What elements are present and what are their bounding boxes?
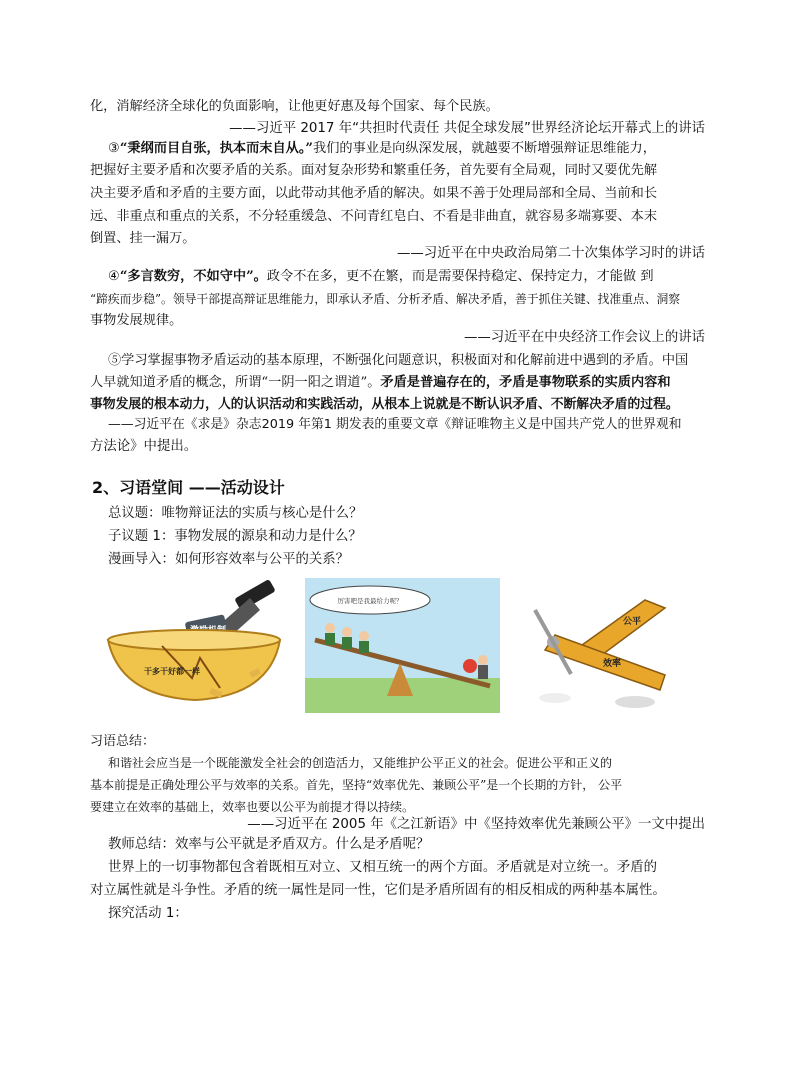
text-line: 要建立在效率的基础上，效率也要以公平为前提才得以持续。 <box>90 800 415 814</box>
cartoon-airplane <box>515 580 690 715</box>
cartoon-bowl-hammer <box>100 578 290 713</box>
person-body <box>325 633 335 645</box>
person-head <box>342 627 352 637</box>
text-line: 远、非重点和重点的关系，不分轻重缓急、不问青红皂白、不看是非曲直，就容易多端寡要、本末 <box>90 209 658 224</box>
source-citation: ——习近平在 2005 年《之江新语》中《坚持效率优先兼顾公平》一文中提出 <box>247 817 705 832</box>
text-line: 和谐社会应当是一个既能激发全社会的创造活力，又能维护公平正义的社会。促进公平和正义的 <box>108 756 613 770</box>
source-citation: 方法论》中提出。 <box>90 439 198 454</box>
text-line: 决主要矛盾和矛盾的主要方面，以此带动其他矛盾的解决。如果不善于处理局部和全局、当前和长 <box>90 186 658 201</box>
main-topic: 总议题：唯物辩证法的实质与核心是什么？ <box>108 506 363 521</box>
bold-quote: 矛盾是普遍存在的，矛盾是事物联系的实质内容和 <box>380 375 671 390</box>
text-line: 化，消解经济全球化的负面影响，让他更好惠及每个国家、每个民族。 <box>90 99 499 114</box>
text-line: 把握好主要矛盾和次要矛盾的关系。面对复杂形势和繁重任务，首先要有全局观，同时又要优先解 <box>90 163 658 178</box>
bowl-rim <box>108 630 280 650</box>
person-body <box>478 665 488 679</box>
source-citation: ——习近平 2017 年“共担时代责任 共促全球发展”世界经济论坛开幕式上的讲话 <box>229 121 705 136</box>
teacher-summary: 教师总结：效率与公平就是矛盾双方。什么是矛盾呢？ <box>108 837 430 852</box>
person-body <box>359 641 369 653</box>
wing-label: 公平 <box>623 617 642 627</box>
text-line: 对立属性就是斗争性。矛盾的统一属性是同一性，它们是矛盾所固有的相反相成的两种基本属性。 <box>90 883 666 898</box>
person-body <box>342 637 352 649</box>
bowl-label: 干多干好都一样 <box>144 667 200 676</box>
bold-quote: “多言数穷，不如守中”。 <box>119 269 267 284</box>
cloud <box>615 696 655 708</box>
text-line: 事物发展规律。 <box>90 313 183 328</box>
speech-bubble-text: 厉害吧是我最给力呢？ <box>337 597 403 605</box>
explore-activity-label: 探究活动 1： <box>108 906 188 921</box>
section-heading: 2、习语堂间 ——活动设计 <box>92 478 285 497</box>
text-line: 倒置、挂一漏万。 <box>90 231 196 246</box>
body-label: 效率 <box>603 659 622 669</box>
bold-quote: “秉纲而目自张，执本而末自从。” <box>119 141 314 156</box>
cartoon-seesaw <box>305 578 500 713</box>
sub-topic: 子议题 1：事物发展的源泉和动力是什么？ <box>108 529 362 544</box>
heavy-ball <box>463 659 477 673</box>
source-citation: ——习近平在中央经济工作会议上的讲话 <box>463 330 705 345</box>
summary-label: 习语总结： <box>90 734 156 749</box>
item-number: ④ <box>108 269 120 284</box>
text-line: 我们的事业是向纵深发展，就越要不断增强辩证思维能力， <box>313 141 656 156</box>
quote-5-line <box>90 372 705 394</box>
person-head <box>359 631 369 641</box>
person-head <box>325 623 335 633</box>
source-citation: ——习近平在中央政治局第二十次集体学习时的讲话 <box>397 246 705 261</box>
source-citation: ——习近平在《求是》杂志2019 年第1 期发表的重要文章《辩证唯物主义是中国共产党人的世界观和 <box>108 417 682 432</box>
text-line: 政令不在多，更不在繁，而是需要保持稳定、保持定力，才能做 到 <box>266 269 654 284</box>
text-line: 基本前提是正确处理公平与效率的关系。首先，坚持“效率优先、兼顾公平”是一个长期的方针， 公平 <box>90 778 623 792</box>
quote-3-line <box>90 138 723 160</box>
text-line: 人早就知道矛盾的概念，所谓“一阴一阳之谓道”。 <box>90 375 381 390</box>
cloud <box>539 693 571 703</box>
text-line: 世界上的一切事物都包含着既相互对立、又相互统一的两个方面。矛盾就是对立统一。矛盾的 <box>108 860 658 875</box>
bold-quote: 事物发展的根本动力，人的认识活动和实践活动，从根本上说就是不断认识矛盾、不断解决矛盾的过程。 <box>90 397 679 412</box>
cartoon-intro: 漫画导入：如何形容效率与公平的关系？ <box>108 552 350 567</box>
text-line: “蹄疾而步稳”。领导干部提高辩证思维能力，即承认矛盾、分析矛盾、解决矛盾，善于抓住关键、找准重点、洞察 <box>90 292 681 306</box>
item-number: ③ <box>108 141 120 156</box>
person-head <box>478 655 488 665</box>
text-line: ⑤学习掌握事物矛盾运动的基本原理，不断强化问题意识，积极面对和化解前进中遇到的矛盾。中国 <box>108 353 689 368</box>
quote-4-line <box>90 266 723 288</box>
